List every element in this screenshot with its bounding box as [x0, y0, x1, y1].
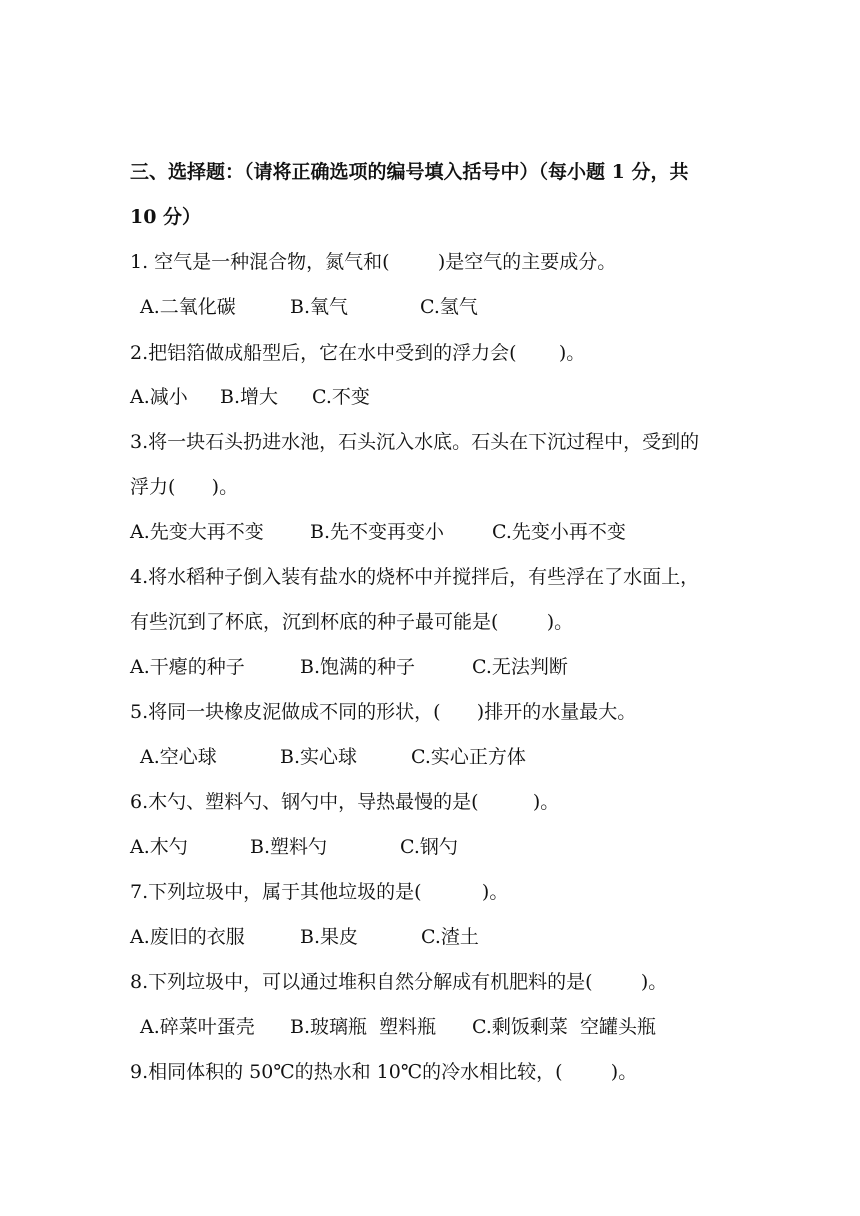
question-4-stem-line2: 有些沉到了杯底，沉到杯底的种子最可能是( )。: [130, 611, 574, 633]
question-2-stem: 2.把铝箔做成船型后，它在水中受到的浮力会( )。: [130, 342, 586, 364]
question-1-option-a: A.二氧化碳: [140, 296, 236, 318]
question-2-options: [130, 381, 370, 413]
question-7-stem: 7.下列垃圾中，属于其他垃圾的是( )。: [130, 881, 509, 903]
question-7-option-c: C.渣土: [421, 926, 479, 948]
question-3-stem-line1: 3.将一块石头扔进水池，石头沉入水底。石头在下沉过程中，受到的: [130, 431, 700, 453]
section-heading-line1: 三、选择题：（请将正确选项的编号填入括号中）（每小题 1 分，共: [130, 161, 689, 183]
question-8-option-a: A.碎菜叶蛋壳: [140, 1016, 255, 1038]
question-5-option-a: A.空心球: [140, 746, 217, 768]
question-1-option-c: C.氢气: [420, 296, 478, 318]
question-2-option-c: C.不变: [312, 386, 370, 408]
question-5-option-b: B.实心球: [280, 746, 358, 768]
question-4-option-c: C.无法判断: [472, 656, 568, 678]
question-2-option-b: B.增大: [220, 386, 279, 408]
question-4-stem-line1: 4.将水稻种子倒入装有盐水的烧杯中并搅拌后，有些浮在了水面上，: [130, 566, 700, 588]
question-8-option-b: B.玻璃瓶 塑料瓶: [290, 1016, 437, 1038]
question-3-option-b: B.先不变再变小: [310, 521, 445, 543]
question-4-option-b: B.饱满的种子: [300, 656, 416, 678]
question-3-option-c: C.先变小再不变: [492, 521, 626, 543]
question-2-option-a: A.减小: [130, 386, 188, 408]
question-8-option-c: C.剩饭剩菜 空罐头瓶: [472, 1016, 656, 1038]
question-6-stem: 6.木勺、塑料勺、钢勺中，导热最慢的是( )。: [130, 791, 560, 813]
question-1-option-b: B.氧气: [290, 296, 349, 318]
question-5-stem: 5.将同一块橡皮泥做成不同的形状，( )排开的水量最大。: [130, 701, 637, 723]
question-4-option-a: A.干瘪的种子: [130, 656, 245, 678]
question-1-stem: 1. 空气是一种混合物，氮气和( )是空气的主要成分。: [130, 251, 617, 273]
question-3-option-a: A.先变大再不变: [130, 521, 264, 543]
question-6-option-a: A.木勺: [130, 836, 188, 858]
section-heading-line2: 10 分）: [130, 206, 202, 228]
question-4-options: [130, 651, 568, 683]
question-6-option-b: B.塑料勺: [250, 836, 328, 858]
question-7-option-b: B.果皮: [300, 926, 359, 948]
question-5-options: [130, 741, 526, 773]
question-6-options: [130, 831, 458, 863]
question-3-stem-line2: 浮力( )。: [130, 476, 239, 498]
question-8-options: [130, 1011, 656, 1043]
question-7-option-a: A.废旧的衣服: [130, 926, 245, 948]
question-6-option-c: C.钢勺: [400, 836, 458, 858]
question-3-options: [130, 516, 626, 548]
question-1-options: [130, 291, 478, 323]
question-8-stem: 8.下列垃圾中，可以通过堆积自然分解成有机肥料的是( )。: [130, 971, 668, 993]
question-5-option-c: C.实心正方体: [411, 746, 526, 768]
question-7-options: [130, 921, 479, 953]
question-9-stem: 9.相同体积的 50℃的热水和 10℃的冷水相比较，( )。: [130, 1061, 638, 1083]
